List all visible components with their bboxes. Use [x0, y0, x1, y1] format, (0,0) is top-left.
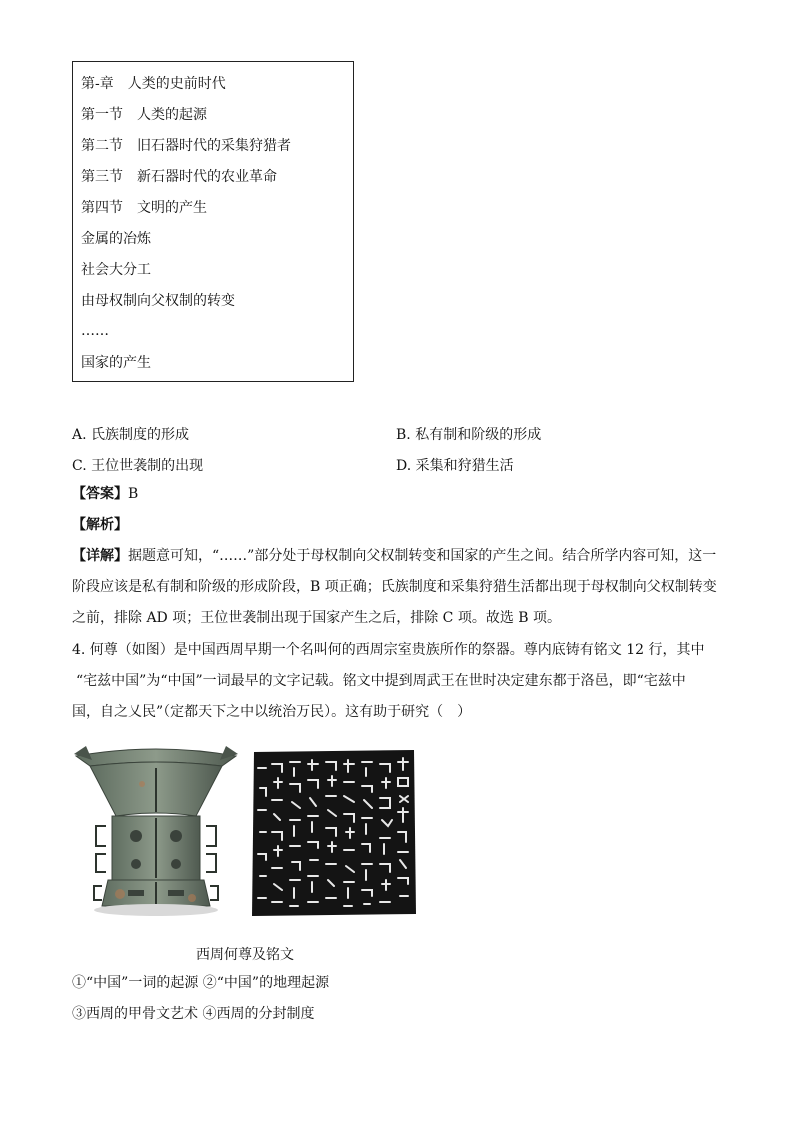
detail-label: 【详解】	[72, 548, 128, 564]
detail-line-1	[72, 548, 722, 564]
figure-caption: 西周何尊及铭文	[196, 947, 294, 963]
detail-text: 据题意可知，“……”部分处于母权制向父权制转变和国家的产生之间。结合所学内容可知，这一	[128, 548, 717, 564]
answer-label: 【答案】	[72, 486, 128, 502]
question-4-line-3: 国，自之乂民”（定都天下之中以统治万民）。这有助于研究（ ）	[72, 704, 472, 720]
toc-line: 金属的冶炼	[81, 231, 151, 247]
toc-line: 第四节 文明的产生	[81, 200, 207, 216]
toc-line: 第一节 人类的起源	[81, 107, 207, 123]
answer-line	[72, 486, 722, 502]
table-of-contents-box	[72, 61, 354, 382]
toc-line: 第三节 新石器时代的农业革命	[81, 169, 277, 185]
toc-line: 第二节 旧石器时代的采集狩猎者	[81, 138, 291, 154]
inscription-rubbing-image	[248, 748, 418, 918]
question-4-line-2: “宅兹中国”为“中国”一词最早的文字记载。铭文中提到周武王在世时决定建东都于洛邑，即“宅兹中	[76, 673, 686, 689]
choices-line-2: ③西周的甲骨文艺术 ④西周的分封制度	[72, 1006, 315, 1022]
detail-line-3: 之前，排除 AD 项；王位世袭制出现于国家产生之后，排除 C 项。故选 B 项。	[72, 610, 562, 626]
bronze-vessel-image	[72, 744, 240, 920]
toc-line: ……	[81, 323, 109, 339]
toc-line: 国家的产生	[81, 355, 151, 371]
choices-line-1: ①“中国”一词的起源 ②“中国”的地理起源	[72, 975, 330, 991]
analysis-label: 【解析】	[72, 517, 128, 533]
option-c: C. 王位世袭制的出现	[72, 458, 204, 474]
option-d: D. 采集和狩猎生活	[396, 458, 514, 474]
detail-line-2: 阶段应该是私有制和阶级的形成阶段，B 项正确；氏族制度和采集狩猎生活都出现于母权制向父权制转变	[72, 579, 717, 595]
question-4-line-1: 4. 何尊（如图）是中国西周早期一个名叫何的西周宗室贵族所作的祭器。尊内底铸有铭文 12 行，其中	[72, 642, 705, 658]
answer-value: B	[128, 486, 139, 502]
option-a: A. 氏族制度的形成	[72, 427, 190, 443]
toc-line: 第-章 人类的史前时代	[81, 76, 226, 92]
option-b: B. 私有制和阶级的形成	[396, 427, 542, 443]
toc-line: 由母权制向父权制的转变	[81, 293, 235, 309]
toc-line: 社会大分工	[81, 262, 151, 278]
analysis-line	[72, 517, 722, 533]
